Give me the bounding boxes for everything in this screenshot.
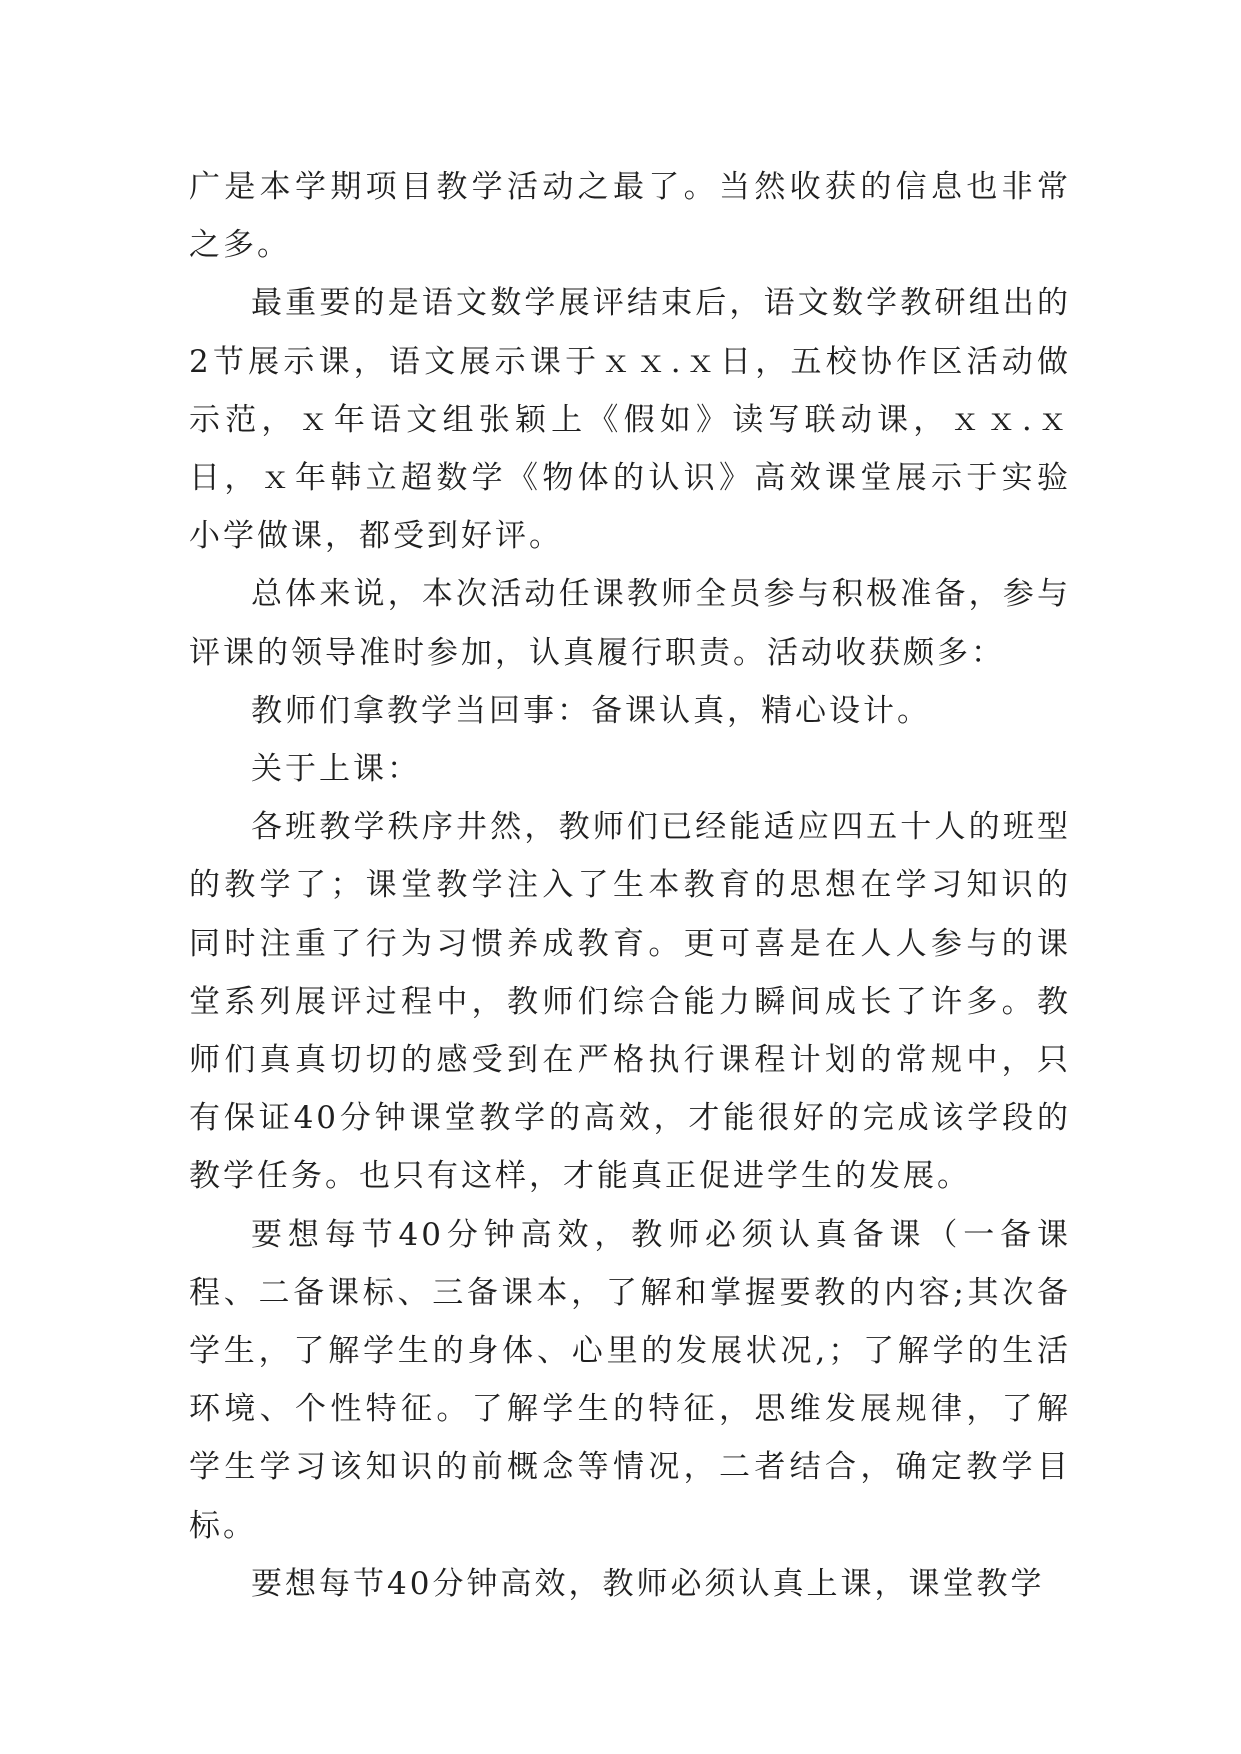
paragraph-3: 总体来说，本次活动任课教师全员参与积极准备，参与评课的领导准时参加，认真履行职责。活动收获颇多： — [189, 576, 1071, 671]
paragraph-1: 广是本学期项目教学活动之最了。当然收获的信息也非常之多。 — [189, 169, 1071, 264]
paragraph-8: 要想每节40分钟高效，教师必须认真上课，课堂教学 — [251, 1565, 1045, 1602]
paragraph-6: 各班教学秩序井然，教师们已经能适应四五十人的班型的教学了；课堂教学注入了生本教育的思想在学习知识的同时注重了行为习惯养成教育。更可喜是在人人参与的课堂系列展评过程中，教师们综合能力瞬间成长了许多。教师们真真切切的感受到在严格执行课程计划的常规中，只有保证40分钟课堂教学的高效，才能很好的完成该学段的教学任务。也只有这样，才能真正促进学生的发展。 — [189, 809, 1071, 1195]
paragraph-7: 要想每节40分钟高效，教师必须认真备课（一备课程、二备课标、三备课本，了解和掌握要教的内容;其次备学生，了解学生的身体、心里的发展状况,；了解学的生活环境、个性特征。了解学生的特征，思维发展规律，了解学生学习该知识的前概念等情况，二者结合，确定教学目标。 — [189, 1216, 1071, 1544]
document-body — [189, 158, 1071, 1613]
paragraph-5: 关于上课： — [251, 751, 421, 788]
paragraph-4: 教师们拿教学当回事：备课认真，精心设计。 — [251, 692, 931, 729]
paragraph-2: 最重要的是语文数学展评结束后，语文数学教研组出的2节展示课，语文展示课于ｘｘ.ｘ日，五校协作区活动做示范，ｘ年语文组张颖上《假如》读写联动课，ｘｘ.ｘ日，ｘ年韩立超数学《物体的认识》高效课堂展示于实验小学做课，都受到好评。 — [189, 285, 1071, 555]
